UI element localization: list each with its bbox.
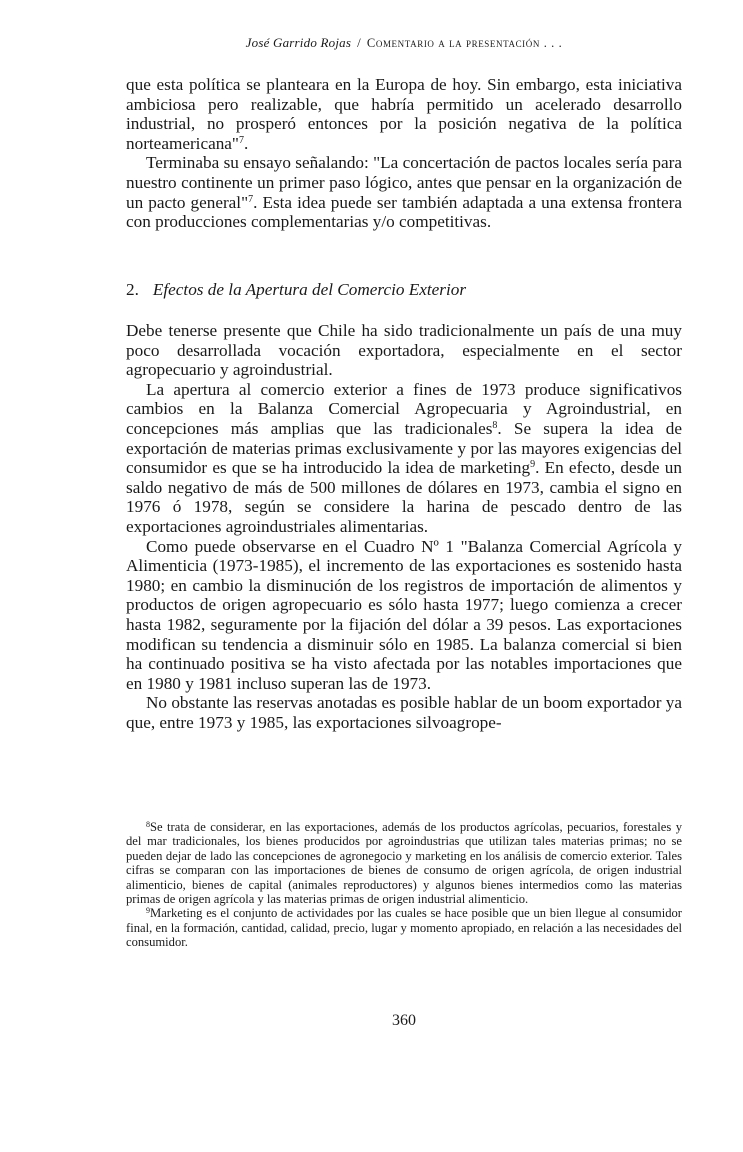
document-page: [126, 0, 682, 1152]
running-head-title: Comentario a la presentación . . .: [366, 36, 563, 50]
page-number: 360: [392, 1012, 416, 1029]
paragraph: La apertura al comercio exterior a fines de 1973 produce significativos cambios en la Balanza Comercial Agropecuaria y Agroindustrial, en concepciones más amplias que las tradicionales$^8$. Se supera la idea de exportación de materias primas exclusivamente y por las mayores exigencias del consumidor es que se ha introducido la idea de marketing$^9$. En efecto, desde un saldo negativo de más de 500 millones de dólares en 1973, cambia el signo en 1976 ó 1978, según se considere la harina de pescado dentro de las exportaciones agroindustriales alimentarias.: [126, 379, 682, 536]
footnote-mark: 9: [146, 906, 150, 916]
footnote-mark: 8: [146, 820, 150, 829]
section-heading: [126, 280, 682, 300]
footnote-ref: 8: [492, 419, 498, 431]
paragraph: Terminaba su ensayo señalando: "La concertación de pactos locales sería para nuestro continente un primer paso lógico, antes que pensar en la organización de un pacto general"$^7$. Esta idea puede ser también adaptada a una extensa frontera con producciones complementarias y/o competitivas.: [126, 153, 683, 232]
paragraph: que esta política se planteara en la Europa de hoy. Sin embargo, esta iniciativa ambiciosa pero realizable, que habría permitido un acelerado desarrollo industrial, no prosperó entonces por la posición negativa de la política norteamericana"$^7$.: [126, 75, 682, 153]
footnote: $^9$Marketing es el conjunto de actividades por las cuales se hace posible que un bien llegue al consumidor final, en la formación, cantidad, calidad, precio, lugar y momento apropiado, en relación a las necesidades del consumidor.: [126, 906, 682, 950]
footnote: $^8$Se trata de considerar, en las exportaciones, además de los productos agrícolas, pecuarios, forestales y del mar tradicionales, los bienes producidos por agroindustrias que utilizan tales materias primas; no se pueden dejar de lado las concepciones de agronegocio y marketing en los análisis de comercio exterior. Tales cifras se comparan con las importaciones de bienes de consumo de origen agrícola, de origen industrial alimenticio, bienes de capital (animales reproductores) y algunos bienes intermedios como las materias primas de origen agrícola y las materias primas de origen industrial alimenticio.: [126, 820, 682, 907]
paragraph: Como puede observarse en el Cuadro Nº 1 "Balanza Comercial Agrícola y Alimenticia (1973-1985), el incremento de las exportaciones es sostenido hasta 1980; en cambio la disminución de los registros de importación de alimentos y productos de origen agropecuario es sólo hasta 1977; luego comienza a crecer hasta 1982, seguramente por la fijación del dólar a 39 pesos. Las exportaciones modifican su tendencia a disminuir sólo en 1985. La balanza comercial si bien ha continuado positiva se ha visto afectada por las notables importaciones que en 1980 y 1981 incluso superan las de 1973.: [126, 536, 682, 693]
running-head-author: José Garrido Rojas: [245, 35, 352, 50]
footnote-ref: 7: [238, 134, 244, 146]
footnote-ref: 7: [248, 193, 254, 205]
paragraph: No obstante las reservas anotadas es posible hablar de un boom exportador ya que, entre 1973 y 1985, las exportaciones silvoagrope-: [126, 693, 682, 732]
footnotes: [126, 820, 682, 950]
running-head-separator: /: [357, 35, 361, 50]
text-block-top: [126, 75, 682, 232]
text-block-section: [126, 321, 682, 732]
running-head: [126, 35, 682, 51]
paragraph: Debe tenerse presente que Chile ha sido tradicionalmente un país de una muy poco desarrollada vocación exportadora, especialmente en el sector agropecuario y agroindustrial.: [126, 321, 682, 380]
footnote-ref: 9: [530, 459, 536, 471]
section-number: 2.: [126, 280, 139, 299]
section-title: Efectos de la Apertura del Comercio Exterior: [152, 280, 467, 299]
